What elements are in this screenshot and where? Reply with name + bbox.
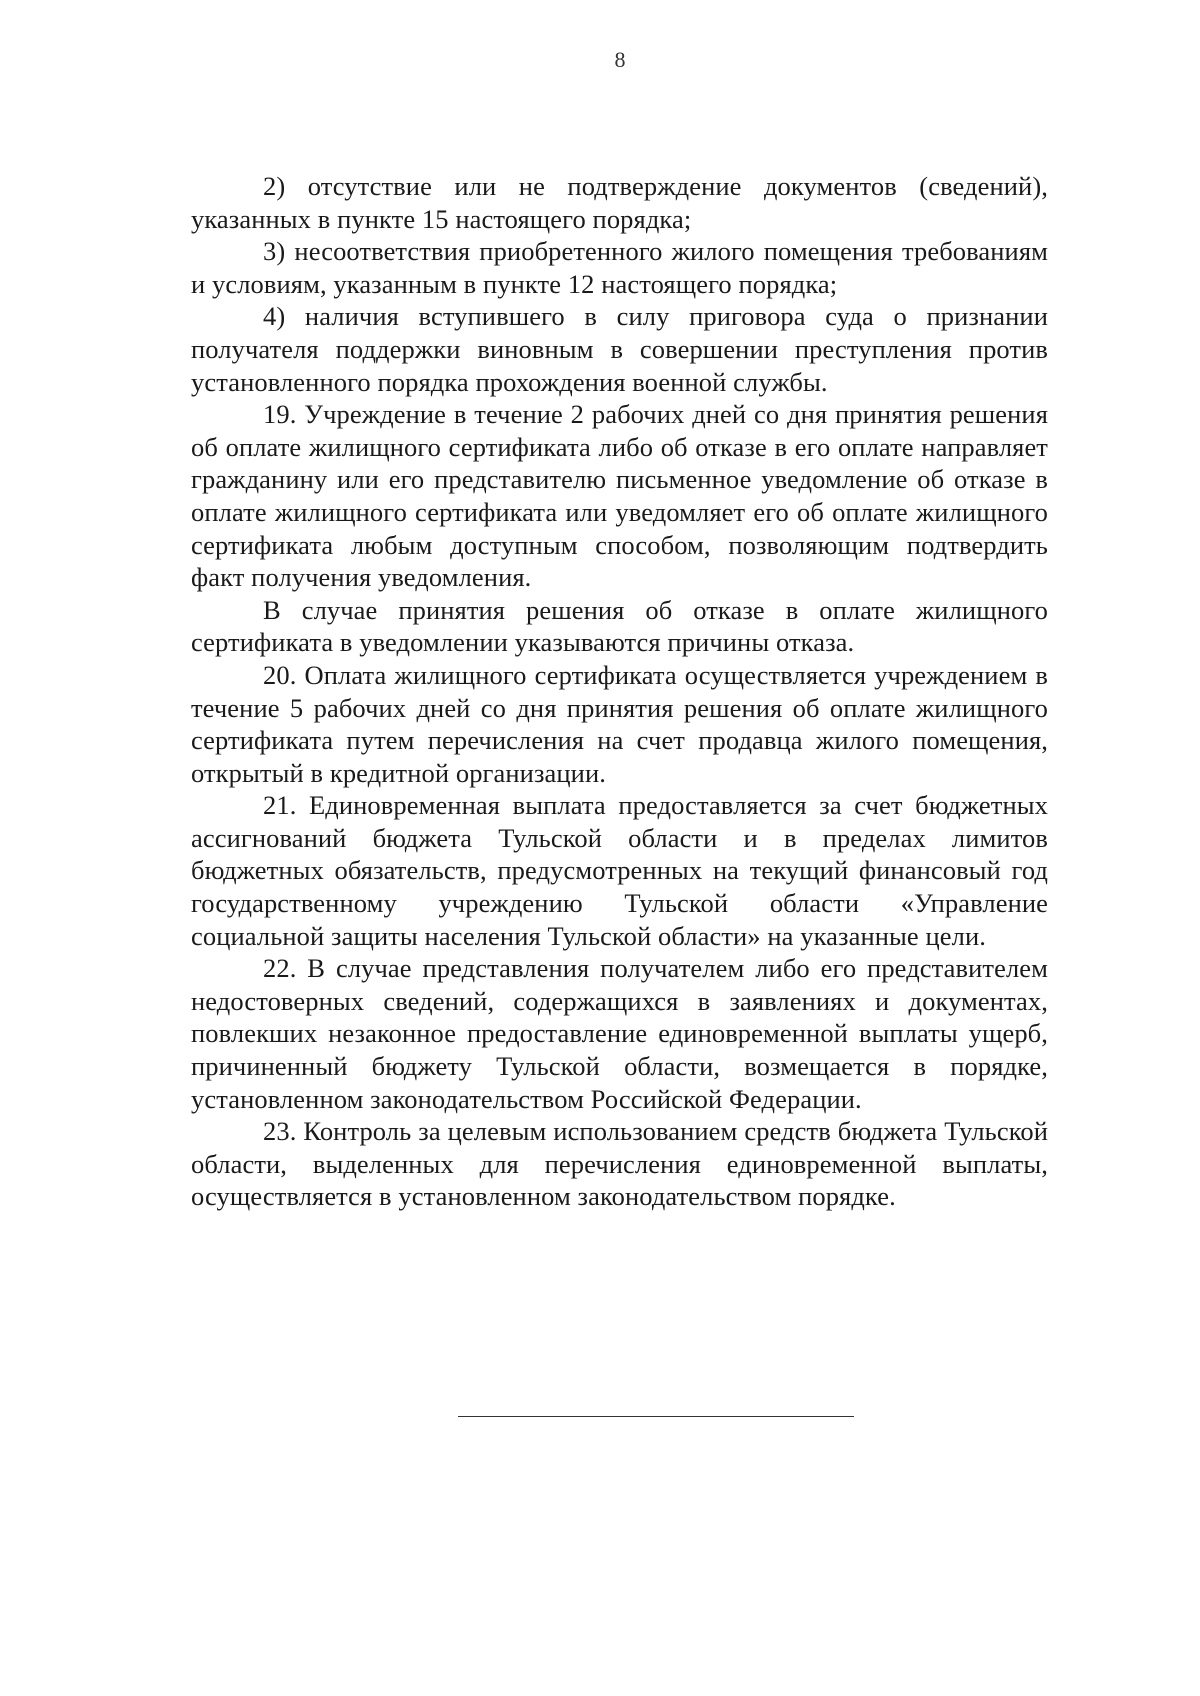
paragraph-clause-22: 22. В случае представления получателем либо его представителем недостоверных сведений, содержащихся в заявлениях и документах, повлекших незаконное предоставление единовременной выплаты ущерб, причиненный бюджету Тульской области, возмещается в порядке, установленном законодательством Российской Федерации. bbox=[191, 953, 1048, 1114]
paragraph-clause-19-refusal: В случае принятия решения об отказе в оплате жилищного сертификата в уведомлении указываются причины отказа. bbox=[191, 594, 1048, 658]
paragraph-item-3: 3) несоответствия приобретенного жилого помещения требованиям и условиям, указанным в пункте 12 настоящего порядка; bbox=[191, 236, 1048, 299]
paragraph-clause-20: 20. Оплата жилищного сертификата осуществляется учреждением в течение 5 рабочих дней со дня принятия решения об оплате жилищного сертификата путем перечисления на счет продавца жилого помещения, открытый в кредитной организации. bbox=[191, 659, 1048, 788]
page-number: 8 bbox=[614, 47, 626, 72]
paragraph-clause-21: 21. Единовременная выплата предоставляется за счет бюджетных ассигнований бюджета Тульской области и в пределах лимитов бюджетных обязательств, предусмотренных на текущий финансовый год государственному учреждению Тульской области «Управление социальной защиты населения Тульской области» на указанные цели. bbox=[191, 790, 1048, 951]
document-body bbox=[191, 170, 1048, 1213]
end-divider bbox=[458, 1416, 854, 1417]
paragraph-item-4: 4) наличия вступившего в силу приговора суда о признании получателя поддержки виновным в совершении преступления против установленного порядка прохождения военной службы. bbox=[191, 301, 1048, 397]
paragraph-clause-19: 19. Учреждение в течение 2 рабочих дней со дня принятия решения об оплате жилищного сертификата либо об отказе в его оплате направляет гражданину или его представителю письменное уведомление об отказе в оплате жилищного сертификата или уведомляет его об оплате жилищного сертификата любым доступным способом, позволяющим подтвердить факт получения уведомления. bbox=[191, 399, 1048, 593]
paragraph-clause-23: 23. Контроль за целевым использованием средств бюджета Тульской области, выделенных для перечисления единовременной выплаты, осуществляется в установленном законодательством порядке. bbox=[191, 1116, 1048, 1212]
paragraph-item-2: 2) отсутствие или не подтверждение документов (сведений), указанных в пункте 15 настоящего порядка; bbox=[191, 171, 1048, 234]
